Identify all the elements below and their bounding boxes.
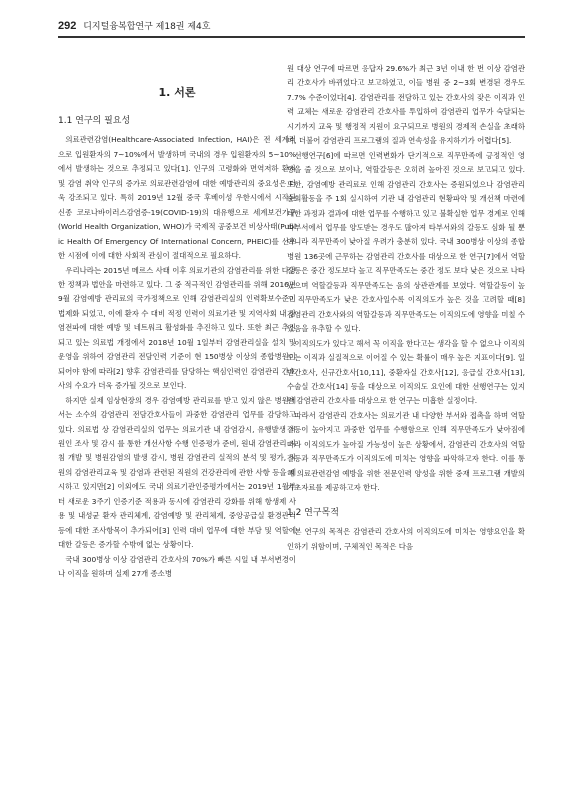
left-column <box>58 114 296 582</box>
subsection-title-2: 1.2 연구목적 <box>287 507 339 518</box>
page-number: 292 <box>58 20 77 32</box>
right-column <box>287 62 525 554</box>
paragraph: 원 대상 연구에 따르면 응답자 29.6%가 최근 3년 이내 한 번 이상 감염관리 간호사가 바뀌었다고 보고하였고, 이들 병원 중 2~3회 변경된 경우도 7.7% 수준이었다[4]. 감염관리를 전담하고 있는 간호사의 잦은 이직과 인력 교체는 새로운 감염관리 간호사를 투입하여 감염관리 업무가 숙달되는 시기까지 교육 및 행정적 지원이 요구되므로 병원의 경제적 손실을 초래하며, 더불어 감염관리 프로그램의 질과 연속성을 유지하기가 어렵다[5]. <box>287 64 525 146</box>
paragraph: 본 연구의 목적은 감염관리 간호사의 이직의도에 미치는 영향요인을 확인하기 위함이며, 구체적인 목적은 다음 <box>287 527 525 551</box>
paragraph: 국내 300병상 이상 감염관리 간호사의 70%가 빠른 시일 내 부서변경이나 이직을 원하며 실제 27개 종소병 <box>58 554 296 579</box>
paragraph: 의료관련감염(Healthcare-Associated Infection, HAI)은 전 세계적으로 입원환자의 7~10%에서 발생하며 국내의 경우 입원환자의 5~10%에서 발생하는 것으로 추정되고 있다[1]. 인구의 고령화와 면역저하 환자 및 감염 취약 인구의 증가로 의료관련감염에 대한 예방관리의 중요성은 더욱 강조되고 있다. 특히 2019년 12월 중국 후베이성 우한시에서 시작된 신종 코로나바이러스감염증-19(COVID-19)의 대유행으로 세계보건기구(World Health Organization, WHO)가 국제적 공중보건 비상사태(Public Health Of Emergency Of International Concern, PHEIC)를 선포한 시점에 이에 대한 사회적 관심이 절대적으로 필요하다. <box>58 135 296 261</box>
paragraph: 선행연구[6]에 따르면 인력변화가 단기적으로 직무만족에 긍정적인 영향을 줄 것으로 보이나, 역할갈등은 오히려 높아진 것으로 보고되고 있다. 또한, 감염예방 관리료로 인해 감염관리 간호사는 증원되었으나 감염관리 순회활동을 주 1회 실시하여 기관 내 감염관리 현황파악 및 개선책 마련에 대한 과정과 결과에 대한 업무를 수행하고 있고 불확실한 업무 경계로 인해 타부서에서 업무를 양도받는 경우도 많아져 타부서와의 갈등도 심화 될 뿐 아니라 직무만족이 낮아질 우려가 충분히 있다. 국내 300병상 이상의 종합병원 136곳에 근무하는 감염관리 간호사를 대상으로 한 연구[7]에서 역할갈등은 중간 정도보다 높고 직무만족도는 중간 정도 보다 낮은 것으로 나타났으며 역할갈등과 직무만족도는 음의 상관관계를 보였다. 역할갈등이 높고 직무만족도가 낮은 간호사일수록 이직의도가 높은 것을 고려할 때[8] 감염관리 간호사와의 역할갈등과 직무만족도는 이직의도에 영향을 미칠 수 있음을 유추할 수 있다. <box>287 150 525 334</box>
subsection-title-1: 1.1 연구의 필요성 <box>58 116 131 126</box>
section-spacer <box>287 496 525 506</box>
paragraph: 따라서 감염관리 간호사는 의료기관 내 다양한 부서와 접촉을 하며 역할갈등이 높아지고 과중한 업무를 수행함으로 인해 직무만족도가 낮아짐에 따라 이직의도가 높아질 가능성이 높은 상황에서, 감염관리 간호사의 역할갈등과 직무만족도가 이직의도에 미치는 영향을 파악하고자 한다. 이를 통해 의료관련감염 예방을 위한 전문인력 양성을 위한 중재 프로그램 개발의 기초자료를 제공하고자 한다. <box>287 410 525 493</box>
journal-title: 디지털융복합연구 제18권 제4호 <box>83 22 211 32</box>
section-title: 1. 서론 <box>158 86 196 99</box>
running-header <box>58 19 210 32</box>
paragraph: 우리나라는 2015년 메르스 사태 이후 의료기관의 감염관리를 위한 다양한 정책과 법안을 마련하고 있다. 그 중 적극적인 감염관리를 위해 2016년 9월 감염예방 관리료의 국가정책으로 인해 감염관리실의 인력확보수준이 법제화 되었고, 이에 환자 수 대비 적정 인력이 의료기관 및 지역사회 내 감염전파에 대한 예방 및 네트워크 활성화를 추진하고 있다. 또한 최근 추진되고 있는 의료법 개정에서 2018년 10월 1일부터 감염관리실을 설치 및 운영을 위하여 감염관리 전담인력 기준이 현 150병상 이상의 종합병원이 되어야 함에 따라[2] 향후 감염관리를 담당하는 핵심인력인 감염관리 간호사의 수요가 더욱 증가될 것으로 보인다. <box>58 265 296 391</box>
paragraph: 이직의도가 있다고 해서 꼭 이직을 한다고는 생각을 할 수 없으나 이직의도는 이직과 실질적으로 이어질 수 있는 확률이 매우 높은 지표이다[9]. 일반간호사, 신규간호사[10,11], 중환자실 간호사[12], 응급실 간호사[13], 수술실 간호사[14] 등을 대상으로 이직의도 요인에 대한 선행연구는 있지만 감염관리 간호사를 대상으로 한 연구는 미흡한 실정이다. <box>287 338 525 406</box>
header-divider <box>58 36 525 38</box>
paragraph: 하지만 실제 임상현장의 경우 감염예방 관리료를 받고 있지 않은 병원에서는 소수의 감염관리 전담간호사들이 과중한 감염관리 업무를 감당하고 있다. 의료법 상 감염관리실의 업무는 의료기관 내 감염감시, 유행발생 시 원인 조사 및 감시 를 통한 개선사항 수행 인증평가 준비, 원내 감염관리 지침 개발 및 병원감염의 발생 감시, 병원 감염관리 실적의 분석 및 평가, 직원의 감염관리교육 및 감염과 관련된 직원의 건강관리에 관한 사항 등을 제시하고 있지만[2] 이외에도 국내 의료기관인증평가에서는 2019년 1월부터 새로운 3주기 인증기준 적용과 동시에 감염관리 강화를 위해 항생제 사용 및 내성균 환자 관리체계, 감염예방 및 관리체계, 중앙공급실 환경관리 등에 대한 조사항목이 추가되어[3] 인력 대비 업무에 대한 부담 및 역할에 대한 갈등은 증가할 수밖에 없는 상황이다. <box>58 395 296 550</box>
